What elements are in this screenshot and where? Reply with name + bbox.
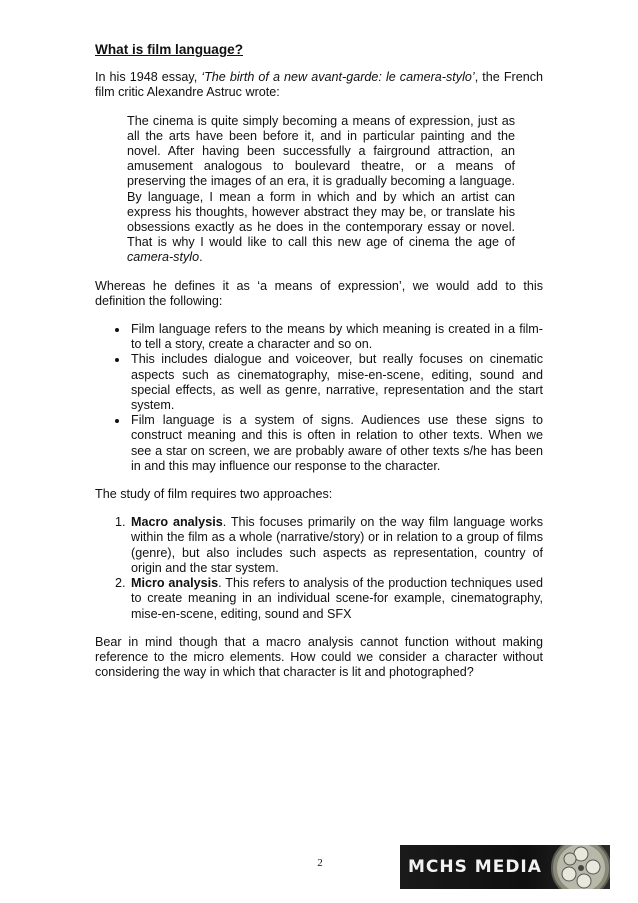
document-body [95, 42, 543, 693]
mchs-media-logo [400, 845, 610, 889]
essay-title: ‘The birth of a new avant-garde: le camera-stylo’ [201, 70, 475, 85]
list-item [129, 576, 543, 622]
approach-text: . This focuses primarily on the way film language works within the film as a whole (narrative/story) or in relation to a group of films (genre), but also includes such aspects as representation, country of origin and the star system. [131, 515, 543, 575]
closing-paragraph: Bear in mind though that a macro analysis cannot function without making reference to the micro elements. How could we consider a character without considering the way in which that character is lit and photographed? [95, 634, 543, 680]
intro-text-end: , the French film critic Alexandre Astruc wrote: [95, 70, 544, 100]
approaches-intro: The study of film requires two approaches: [95, 487, 333, 502]
list-item: • Film language refers to the means by which meaning is created in a film-to tell a story, create a character and so on. [129, 322, 543, 352]
list-item: • Film language is a system of signs. Audiences use these signs to construct meaning and this is often in relation to other texts. When we see a star on screen, we are probably aware of other texts s/he has been in and this may influence our response to the character. [129, 413, 543, 474]
approach-text: . This refers to analysis of the production techniques used to create meaning in an individual scene-for example, cinematography, mise-en-scene, editing, sound and SFX [131, 576, 543, 621]
definition-bullet-list [95, 322, 543, 474]
definition-intro: Whereas he defines it as ‘a means of expression’, we would add to this definition the following: [95, 278, 543, 308]
approach-label: Micro analysis [131, 576, 219, 591]
page-title: What is film language? [95, 42, 244, 57]
page-number: 2 [317, 857, 323, 869]
logo-text: MCHS MEDIA [408, 857, 542, 877]
list-item [129, 515, 543, 576]
film-reel-icon [550, 845, 610, 889]
approach-label: Macro analysis [131, 515, 223, 530]
quote-emphasis: camera-stylo [127, 250, 200, 265]
intro-text-start: In his 1948 essay, [95, 70, 202, 85]
list-item: • This includes dialogue and voiceover, but really focuses on cinematic aspects such as cinematography, mise-en-scene, editing, sound and special effects, as well as genre, narrative, representation and the start system. [129, 352, 543, 413]
quote-end: . [199, 250, 203, 265]
approaches-list [95, 515, 543, 621]
quote-text: The cinema is quite simply becoming a means of expression, just as all the arts have been before it, and in particular painting and the novel. After having been successfully a fairground attraction, an amusement analogous to boulevard theatre, or a means of preserving the images of an era, it is gradually becoming a language. By language, I mean a form in which and by which an artist can express his thoughts, however abstract they may be, or translate his obsessions exactly as he does in the contemporary essay or novel. That is why I would like to call this new age of cinema the age of [127, 113, 515, 250]
astruc-quote [127, 114, 515, 266]
intro-paragraph [95, 70, 543, 100]
